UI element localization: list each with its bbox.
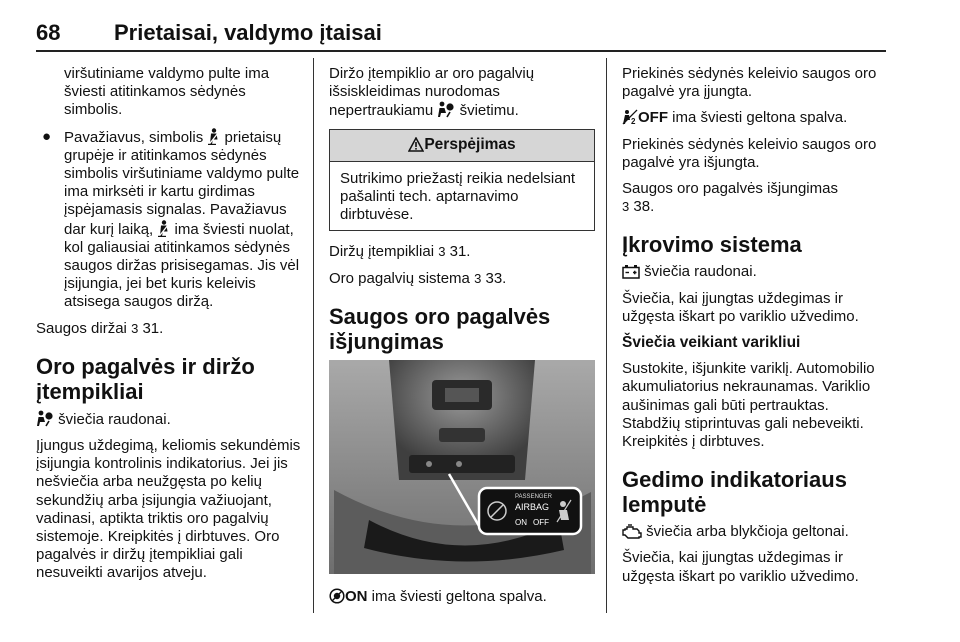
photo-label-on: ON [515,517,527,527]
engine-indicator-line: šviečia arba blykčioja geltonai. [622,523,890,541]
page-reference-arrow-icon: 3 [438,244,446,260]
warning-box [329,129,595,232]
warning-header [330,130,594,162]
seatbelt-icon [157,220,170,237]
airbag-on-paragraph: Priekinės sėdynės keleivio saugos oro pagalvė yra įjungta. [622,65,877,101]
page-header [36,20,886,50]
charging-paragraph: Šviečia, kai įjungtas uždegimas ir užgęsta iškart po variklio užvedimo. [622,289,859,325]
svg-text:2: 2 [631,117,636,126]
warning-triangle-icon [408,137,424,152]
airbag-icon [437,101,455,118]
engine-running-paragraph: Sustokite, išjunkite variklį. Automobilio akumuliatorius nekraunamas. Variklio aušinimas gali būti pertrauktas. Stabdžių stiprintuvas gali nebeveikti. Kreipkitės į dirbtuves. [622,360,875,451]
seatbelt-icon [207,128,220,145]
page-number: 68 [36,20,61,45]
bullet-marker: ● [42,127,52,145]
section-heading-malfunction-indicator: Gedimo indikatoriaus lemputė [622,467,847,518]
continued-paragraph: viršutiniame valdymo pulte ima šviesti atitinkamos sėdynės simbolis. [64,65,270,119]
airbag-icon [36,410,54,427]
airbag-on-indicator-icon [329,588,345,604]
airbag-indicator-line: šviečia raudonai. [36,410,304,429]
battery-icon [622,264,640,279]
battery-indicator-line: šviečia raudonai. [622,263,890,281]
column-1 [36,65,304,591]
airbag-off-indicator-icon [622,109,638,125]
airbag-system-reference[interactable]: Oro pagalvių sistema 3 33. [329,269,507,287]
section-heading-charging-system: Įkrovimo sistema [622,232,802,258]
tensioner-intro: Diržo įtempiklio ar oro pagalvių išsiskleidimas nurodomas nepertraukiamu švietimu. [329,65,535,120]
warning-title: Perspėjimas [424,135,516,153]
airbag-deactivation-reference[interactable]: Saugos oro pagalvės išjungimas 3 38. [622,180,838,216]
photo-label-passenger: PASSENGER [515,493,552,500]
header-rule [36,50,886,52]
bullet-paragraph: ● Pavažiavus, simbolis prietaisų grupėje ir atitinkamos sėdynės simbolis viršutiniame valdymo pulte ima mirksėti ir kartu girdimas įspėjamasis signalas. Pavažiavus dar kurį laiką, ima šviesti nuolat, kol galiausiai atitinkamos sėdynės saugos diržas prisisegamas. Jis vėl įsijungia, jei bet kuris keleivis atsisega saugos diržą. [42,127,300,311]
airbag-off-paragraph: Priekinės sėdynės keleivio saugos oro pagalvė yra išjungta. [622,135,877,171]
section-heading-airbag: Oro pagalvės ir diržo įtempikliai [36,353,255,404]
tensioner-reference[interactable]: Diržų įtempikliai 3 31. [329,243,471,261]
page-reference-arrow-icon: 3 [131,320,139,336]
page-title: Prietaisai, valdymo įtaisai [114,20,382,45]
section-heading-airbag-deactivation: Saugos oro pagalvės išjungimas [329,303,551,354]
column-2 [329,65,595,614]
column-divider-2 [606,58,607,613]
column-3 [622,65,890,594]
overhead-console-photo [329,360,595,574]
on-label: ON [345,587,368,605]
airbag-paragraph: Įjungus uždegimą, keliomis sekundėmis įsijungia kontrolinis indikatorius. Jei jis nešviečia arba neužgęsta po kelių sekundžių arba įsijungia važiuojant, vadinasi, aptikta triktis oro pagalvių sistemoje. Kreipkitės į dirbtuves. Oro pagalvės ir diržų įtempikliai gali nesuveikti avarijos atveju. [36,437,301,582]
photo-label-airbag: AIRBAG [515,501,550,512]
subheading-engine-running: Šviečia veikiant varikliui [622,334,801,352]
warning-body: Sutrikimo priežastį reikia nedelsiant pašalinti tech. aptarnavimo dirbtuvėse. [340,169,576,224]
airbag-on-indicator-line: ON ima šviesti geltona spalva. [329,588,595,606]
airbag-off-indicator-line: 2 OFF ima šviesti geltona spalva. [622,109,890,127]
malfunction-paragraph: Šviečia, kai įjungtas uždegimas ir užgęsta iškart po variklio užvedimo. [622,549,859,585]
page-reference-arrow-icon: 3 [622,199,630,215]
photo-label-off: OFF [533,517,549,527]
seatbelt-reference[interactable]: Saugos diržai 3 31. [36,319,164,337]
page-reference-arrow-icon: 3 [474,270,482,286]
check-engine-icon [622,524,642,539]
column-divider-1 [313,58,314,613]
off-label: OFF [638,109,668,127]
